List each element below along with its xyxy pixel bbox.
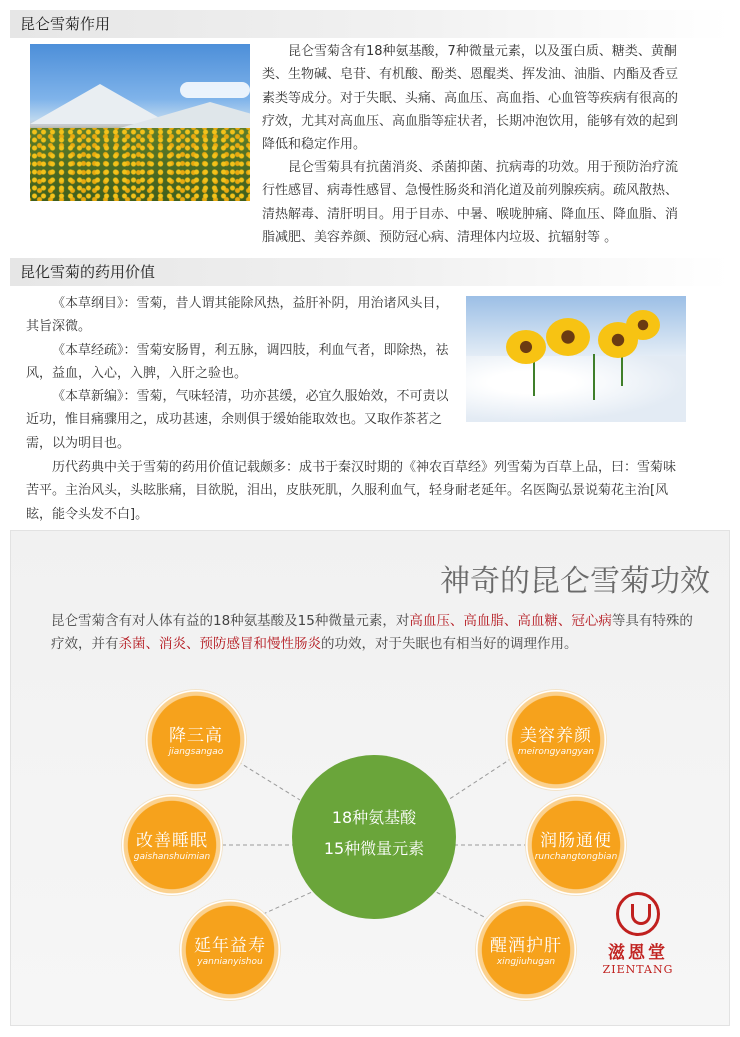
benefit-node-1 [146,690,246,790]
benefits-panel-title: 神奇的昆仑雪菊功效 [440,564,710,599]
benefit-node-2-label: 美容养颜 [520,726,592,746]
benefit-node-5 [180,900,280,1000]
benefit-node-3-pinyin: gaishanshuimian [133,852,211,862]
benefit-node-6 [476,900,576,1000]
section-header-effects: 昆仑雪菊作用 [10,10,730,38]
benefit-node-2 [506,690,606,790]
benefit-node-3 [122,795,222,895]
medicinal-paragraph-4: 历代药典中关于雪菊的药用价值记载颇多：成书于秦汉时期的《神农百草经》列雪菊为百草上品，曰：雪菊味苦平。主治风头，头眩胀痛，目欲脱，泪出，皮肤死肌，久服利血气，轻身耐老延年。名医陶弘景说菊花主治[风眩，能令头发不白]。 [26,460,677,522]
connector-line-6 [436,892,490,920]
benefit-node-6-pinyin: xingjiuhugan [496,957,556,967]
benefit-node-4 [526,795,626,895]
connector-line-2 [448,758,512,800]
benefit-node-1-label: 降三高 [169,726,223,746]
benefit-node-6-label: 醒酒护肝 [490,936,562,956]
brand-name: 滋恩堂 [608,943,668,963]
brand-name-english: ZIENTANG [602,963,674,976]
benefits-text-c: 等具有特殊的疗效，并有 [51,613,693,652]
brand-seal-icon [616,892,660,936]
medicinal-paragraph-1: 《本草纲目》：雪菊，昔人谓其能除风热，益肝补阴，用治诸风头目，其旨深微。 [26,296,449,335]
benefits-highlight-effects: 杀菌、消炎、预防感冒和慢性肠炎 [118,636,321,652]
benefit-node-3-label: 改善睡眠 [136,831,208,851]
central-nutrients-circle [292,755,456,919]
brand-logo [588,892,688,982]
medicinal-paragraph-2: 《本草经疏》：雪菊安肠胃，利五脉，调四肢，利血气者，即除热，祛风，益血，入心，入脾，入肝之验也。 [26,342,449,381]
center-amino-acids: 18种氨基酸 [331,808,417,827]
benefit-node-5-pinyin: yannianyishou [197,957,263,967]
section-header-medicinal-value: 昆化雪菊的药用价值 [10,258,730,286]
effects-paragraph-1: 昆仑雪菊含有18种氨基酸，7种微量元素，以及蛋白质、糖类、黄酮类、生物碱、皂苷、有机酸、酚类、恩醌类、挥发油、油脂、内酯及香豆素类等成分。对于失眠、头痛、高血压、高血指、心血管等疾病有很高的疗效，尤其对高血压、高血脂等症状者，长期冲泡饮用，能够有效的起到降低和稳定作用。 [262,44,679,153]
benefit-node-2-pinyin: meirongyangyan [517,747,595,757]
benefits-text-a: 昆仑雪菊含有对人体有益的18种氨基酸及15种微量元素，对 [51,613,410,629]
medicinal-paragraph-3: 《本草新编》：雪菊，气味轻清，功亦甚缓，必宜久服始效，不可责以近功，惟目痛骤用之，成功甚速，余则俱于缓始能取效也。又取作茶茗之需，以为明目也。 [26,389,449,451]
benefit-node-4-label: 润肠通便 [540,831,612,851]
benefit-node-1-pinyin: jiangsangao [168,747,224,757]
connector-line-1 [232,758,300,800]
benefits-text-e: 的功效，对于失眠也有相当好的调理作用。 [321,636,578,652]
benefit-node-4-pinyin: runchangtongbian [534,852,618,862]
effects-paragraph-2: 昆仑雪菊具有抗菌消炎、杀菌抑菌、抗病毒的功效。用于预防治疗流行性感冒、病毒性感冒、急慢性肠炎和消化道及前列腺疾病。疏风散热、清热解毒、清肝明目。用于目赤、中暑、喉咙肿痛、降血压、降血脂、消脂减肥、美容养颜、预防冠心病、清理体内垃圾、抗辐射等 。 [262,160,679,245]
center-trace-elements: 15种微量元素 [323,839,425,858]
benefit-node-5-label: 延年益寿 [194,936,266,956]
benefits-highlight-diseases: 高血压、高血脂、高血糖、冠心病 [409,613,612,629]
